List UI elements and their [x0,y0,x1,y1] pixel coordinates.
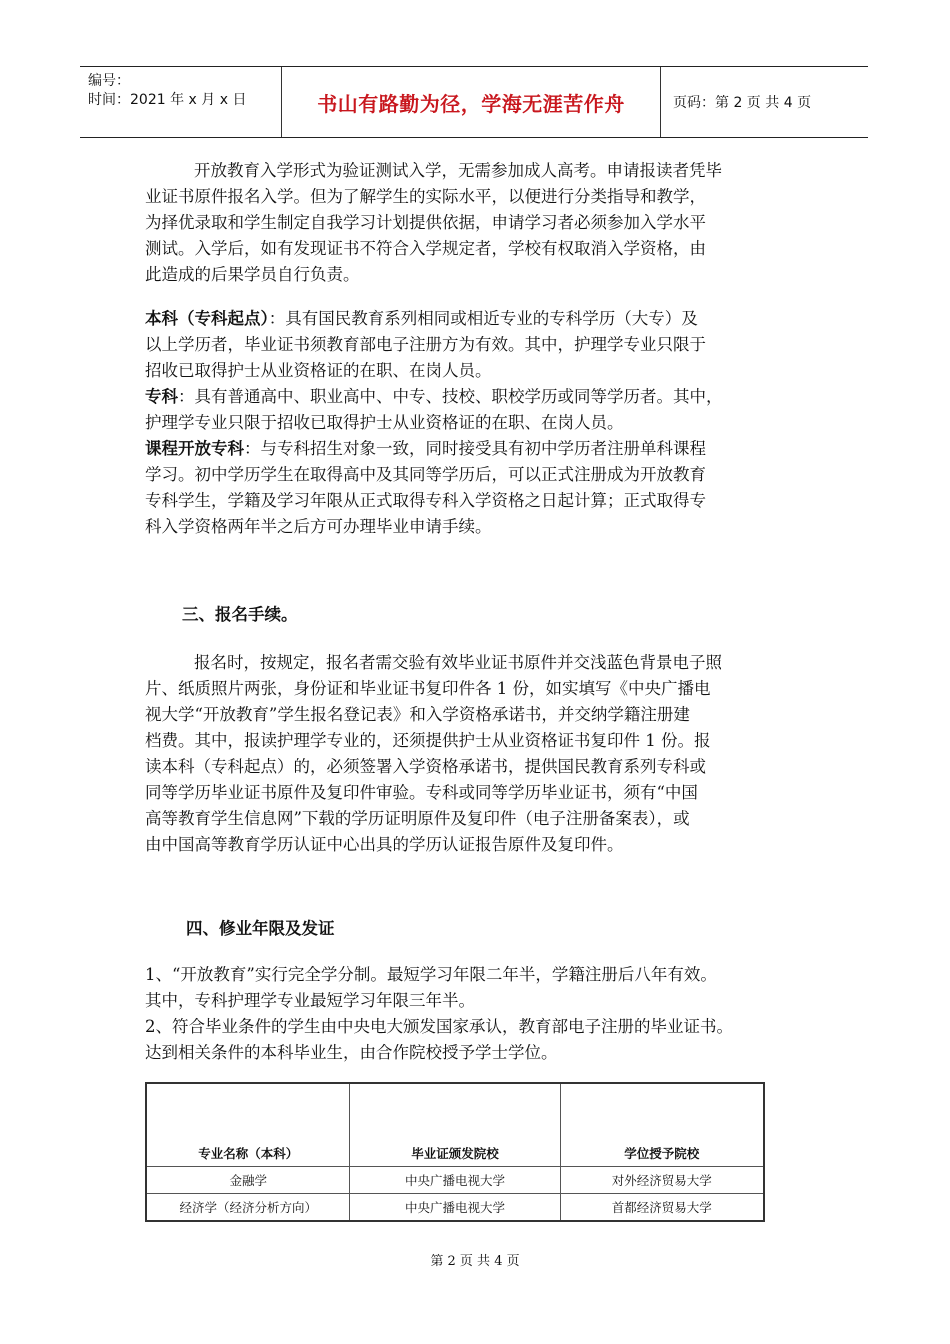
table-header-diploma: 毕业证颁发院校 [350,1083,560,1167]
intro-paragraph [145,158,722,288]
section3-line: 片、纸质照片两张，身份证和毕业证书复印件各 1 份，如实填写《中央广播电 [145,679,711,698]
table-cell: 中央广播电视大学 [350,1194,560,1222]
course-line: 科入学资格两年半之后方可办理毕业申请手续。 [145,517,492,536]
section3-line: 读本科（专科起点）的，必须签署入学资格承诺书，提供国民教育系列专科或 [145,757,706,776]
section4-body [145,962,733,1066]
associate-line: 专科：具有普通高中、职业高中、中专、技校、职校学历或同等学历者。其中， [145,387,723,406]
number-label: 编号： [88,73,130,89]
section3-line: 报名时，按规定，报名者需交验有效毕业证书原件并交浅蓝色背景电子照 [194,653,722,672]
associate-line: 护理学专业只限于招收已取得护士从业资格证的在职、在岗人员。 [145,413,624,432]
section4-line: 其中，专科护理学专业最短学习年限三年半。 [145,991,475,1010]
table-cell: 中央广播电视大学 [350,1167,560,1194]
section3-line: 视大学“开放教育”学生报名登记表》和入学资格承诺书，并交纳学籍注册建 [145,705,690,724]
table-header-row [146,1083,764,1167]
intro-line: 测试。入学后，如有发现证书不符合入学规定者，学校有权取消入学资格，由 [145,239,706,258]
table-cell: 金融学 [146,1167,350,1194]
intro-line: 为择优录取和学生制定自我学习计划提供依据，申请学习者必须参加入学水平 [145,213,706,232]
section4-line: 达到相关条件的本科毕业生，由合作院校授予学士学位。 [145,1043,558,1062]
intro-line: 此造成的后果学员自行负责。 [145,265,360,284]
page-footer: 第 2 页 共 4 页 [430,1254,520,1269]
header-page-number: 页码：第 2 页 共 4 页 [673,95,812,111]
intro-line: 业证书原件报名入学。但为了解学生的实际水平，以便进行分类指导和教学， [145,187,706,206]
table-row [146,1167,764,1194]
section3-line: 档费。其中，报读护理学专业的，还须提供护士从业资格证书复印件 1 份。报 [145,731,711,750]
section4-heading: 四、修业年限及发证 [186,919,335,938]
eligibility-section [145,306,723,540]
table-row [146,1194,764,1222]
page-header [80,66,868,138]
header-meta [80,67,282,137]
section3-body [145,650,722,858]
bachelor-label: 本科（专科起点） [145,309,269,328]
associate-label: 专科 [145,387,178,406]
table-header-major: 专业名称（本科） [146,1083,350,1167]
header-motto: 书山有路勤为径，学海无涯苦作舟 [282,67,661,137]
section4-line: 2、符合毕业条件的学生由中央电大颁发国家承认，教育部电子注册的毕业证书。 [145,1017,733,1036]
section3-line: 由中国高等教育学历认证中心出具的学历认证报告原件及复印件。 [145,835,624,854]
table-header-degree: 学位授予院校 [560,1083,764,1167]
bachelor-line: 招收已取得护士从业资格证的在职、在岗人员。 [145,361,492,380]
table-cell: 首都经济贸易大学 [560,1194,764,1222]
section3-line: 高等教育学生信息网”下载的学历证明原件及复印件（电子注册备案表），或 [145,809,690,828]
bachelor-line: 以上学历者，毕业证书须教育部电子注册方为有效。其中，护理学专业只限于 [145,335,706,354]
section3-heading: 三、报名手续。 [182,605,298,624]
section3-line: 同等学历毕业证书原件及复印件审验。专科或同等学历毕业证书，须有“中国 [145,783,698,802]
table-cell: 经济学（经济分析方向） [146,1194,350,1222]
bachelor-line: 本科（专科起点）：具有国民教育系列相同或相近专业的专科学历（大专）及 [145,309,698,328]
programs-table [145,1082,765,1222]
course-line: 专科学生，学籍及学习年限从正式取得专科入学资格之日起计算；正式取得专 [145,491,706,510]
time-label: 时间：2021 年 x 月 x 日 [88,92,247,108]
course-line: 学习。初中学历学生在取得高中及其同等学历后，可以正式注册成为开放教育 [145,465,706,484]
intro-line: 开放教育入学形式为验证测试入学，无需参加成人高考。申请报读者凭毕 [194,161,722,180]
course-label: 课程开放专科 [145,439,244,458]
course-line: 课程开放专科：与专科招生对象一致，同时接受具有初中学历者注册单科课程 [145,439,706,458]
section4-line: 1、“开放教育”实行完全学分制。最短学习年限二年半，学籍注册后八年有效。 [145,965,717,984]
table-cell: 对外经济贸易大学 [560,1167,764,1194]
